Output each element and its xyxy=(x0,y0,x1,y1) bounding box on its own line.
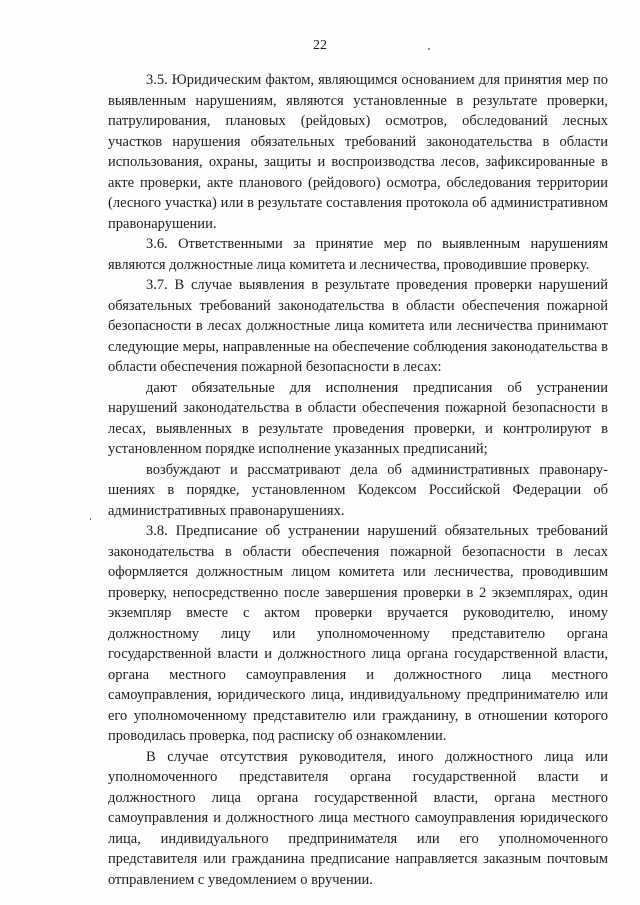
paragraph-3-7-measure-2: возбуждают и рассматривают дела об административных правонарушениях в порядке, установленном Кодексом Российской Федерации об административных правонарушениях. xyxy=(108,461,608,519)
paragraph-3-7-measure-1: дают обязательные для исполнения предписания об устранении нарушений законодательства в области обеспечения пожарной безопасности в лесах, выявленных в результате проведения проверки, и контролируют в установленном порядке исполнение указанных предписаний; xyxy=(108,379,608,457)
paragraph-3-5: 3.5. Юридическим фактом, являющимся основанием для принятия мер по выявленным нарушениям, являются установленные в результате проверки, патрулирования, плановых (рейдовых) осмотров, обследований лесных участков нарушения обязательных требований законодательства в области использования, охраны, защиты и воспроизводства лесов, зафиксированные в акте проверки, акте планового (рейдового) осмотра, обследования территории (лесного участка) или в результате составления протокола об административном правонарушении. xyxy=(108,72,608,232)
paragraph-absence-case: В случае отсутствия руководителя, иного должностного лица или уполномоченного представителя органа государственной власти и должностного лица органа государственной власти, органа местного самоуправления и должностного лица местного самоуправления юридического лица, индивидуального предпринимателя или его уполномоченного представителя или гражданина предписание направляется заказным почтовым отправлением с уведомлением о вручении. xyxy=(108,748,608,888)
paragraph-3-6: 3.6. Ответственными за принятие мер по выявленным нарушениям являются должностные лица комитета и лесничества, проводившие проверку. xyxy=(108,236,608,273)
scan-speck xyxy=(90,518,91,520)
paragraph-3-8: 3.8. Предписание об устранении нарушений обязательных требований законодательства в области обеспечения пожарной безопасности в лесах оформляется должностным лицом комитета или лесничества, проводившим проверку, непосредственно после завершения проверки в 2 экземплярах, один экземпляр вместе с актом проверки вручается руководителю, иному должностному лицу или уполномоченному представителю органа государственной власти и должностного лица органа государственной власти, органа местного самоуправления и должностного лица местного самоуправления, юридического лица, индивидуальному предпринимателю или его уполномоченному представителю или гражданину, в отношении которого проводилась проверка, под расписку об ознакомлении. xyxy=(108,523,608,744)
paragraph-3-7: 3.7. В случае выявления в результате проведения проверки нарушений обязательных требований законодательства в области обеспечения пожарной безопасности в лесах должностные лица комитета или лесничества принимают следующие меры, направленные на обеспечение соблюдения законодательства в области обеспечения пожарной безопасности в лесах: xyxy=(108,277,608,375)
document-body xyxy=(108,70,608,890)
scan-speck xyxy=(428,48,430,50)
page-number: 22 xyxy=(313,38,327,53)
